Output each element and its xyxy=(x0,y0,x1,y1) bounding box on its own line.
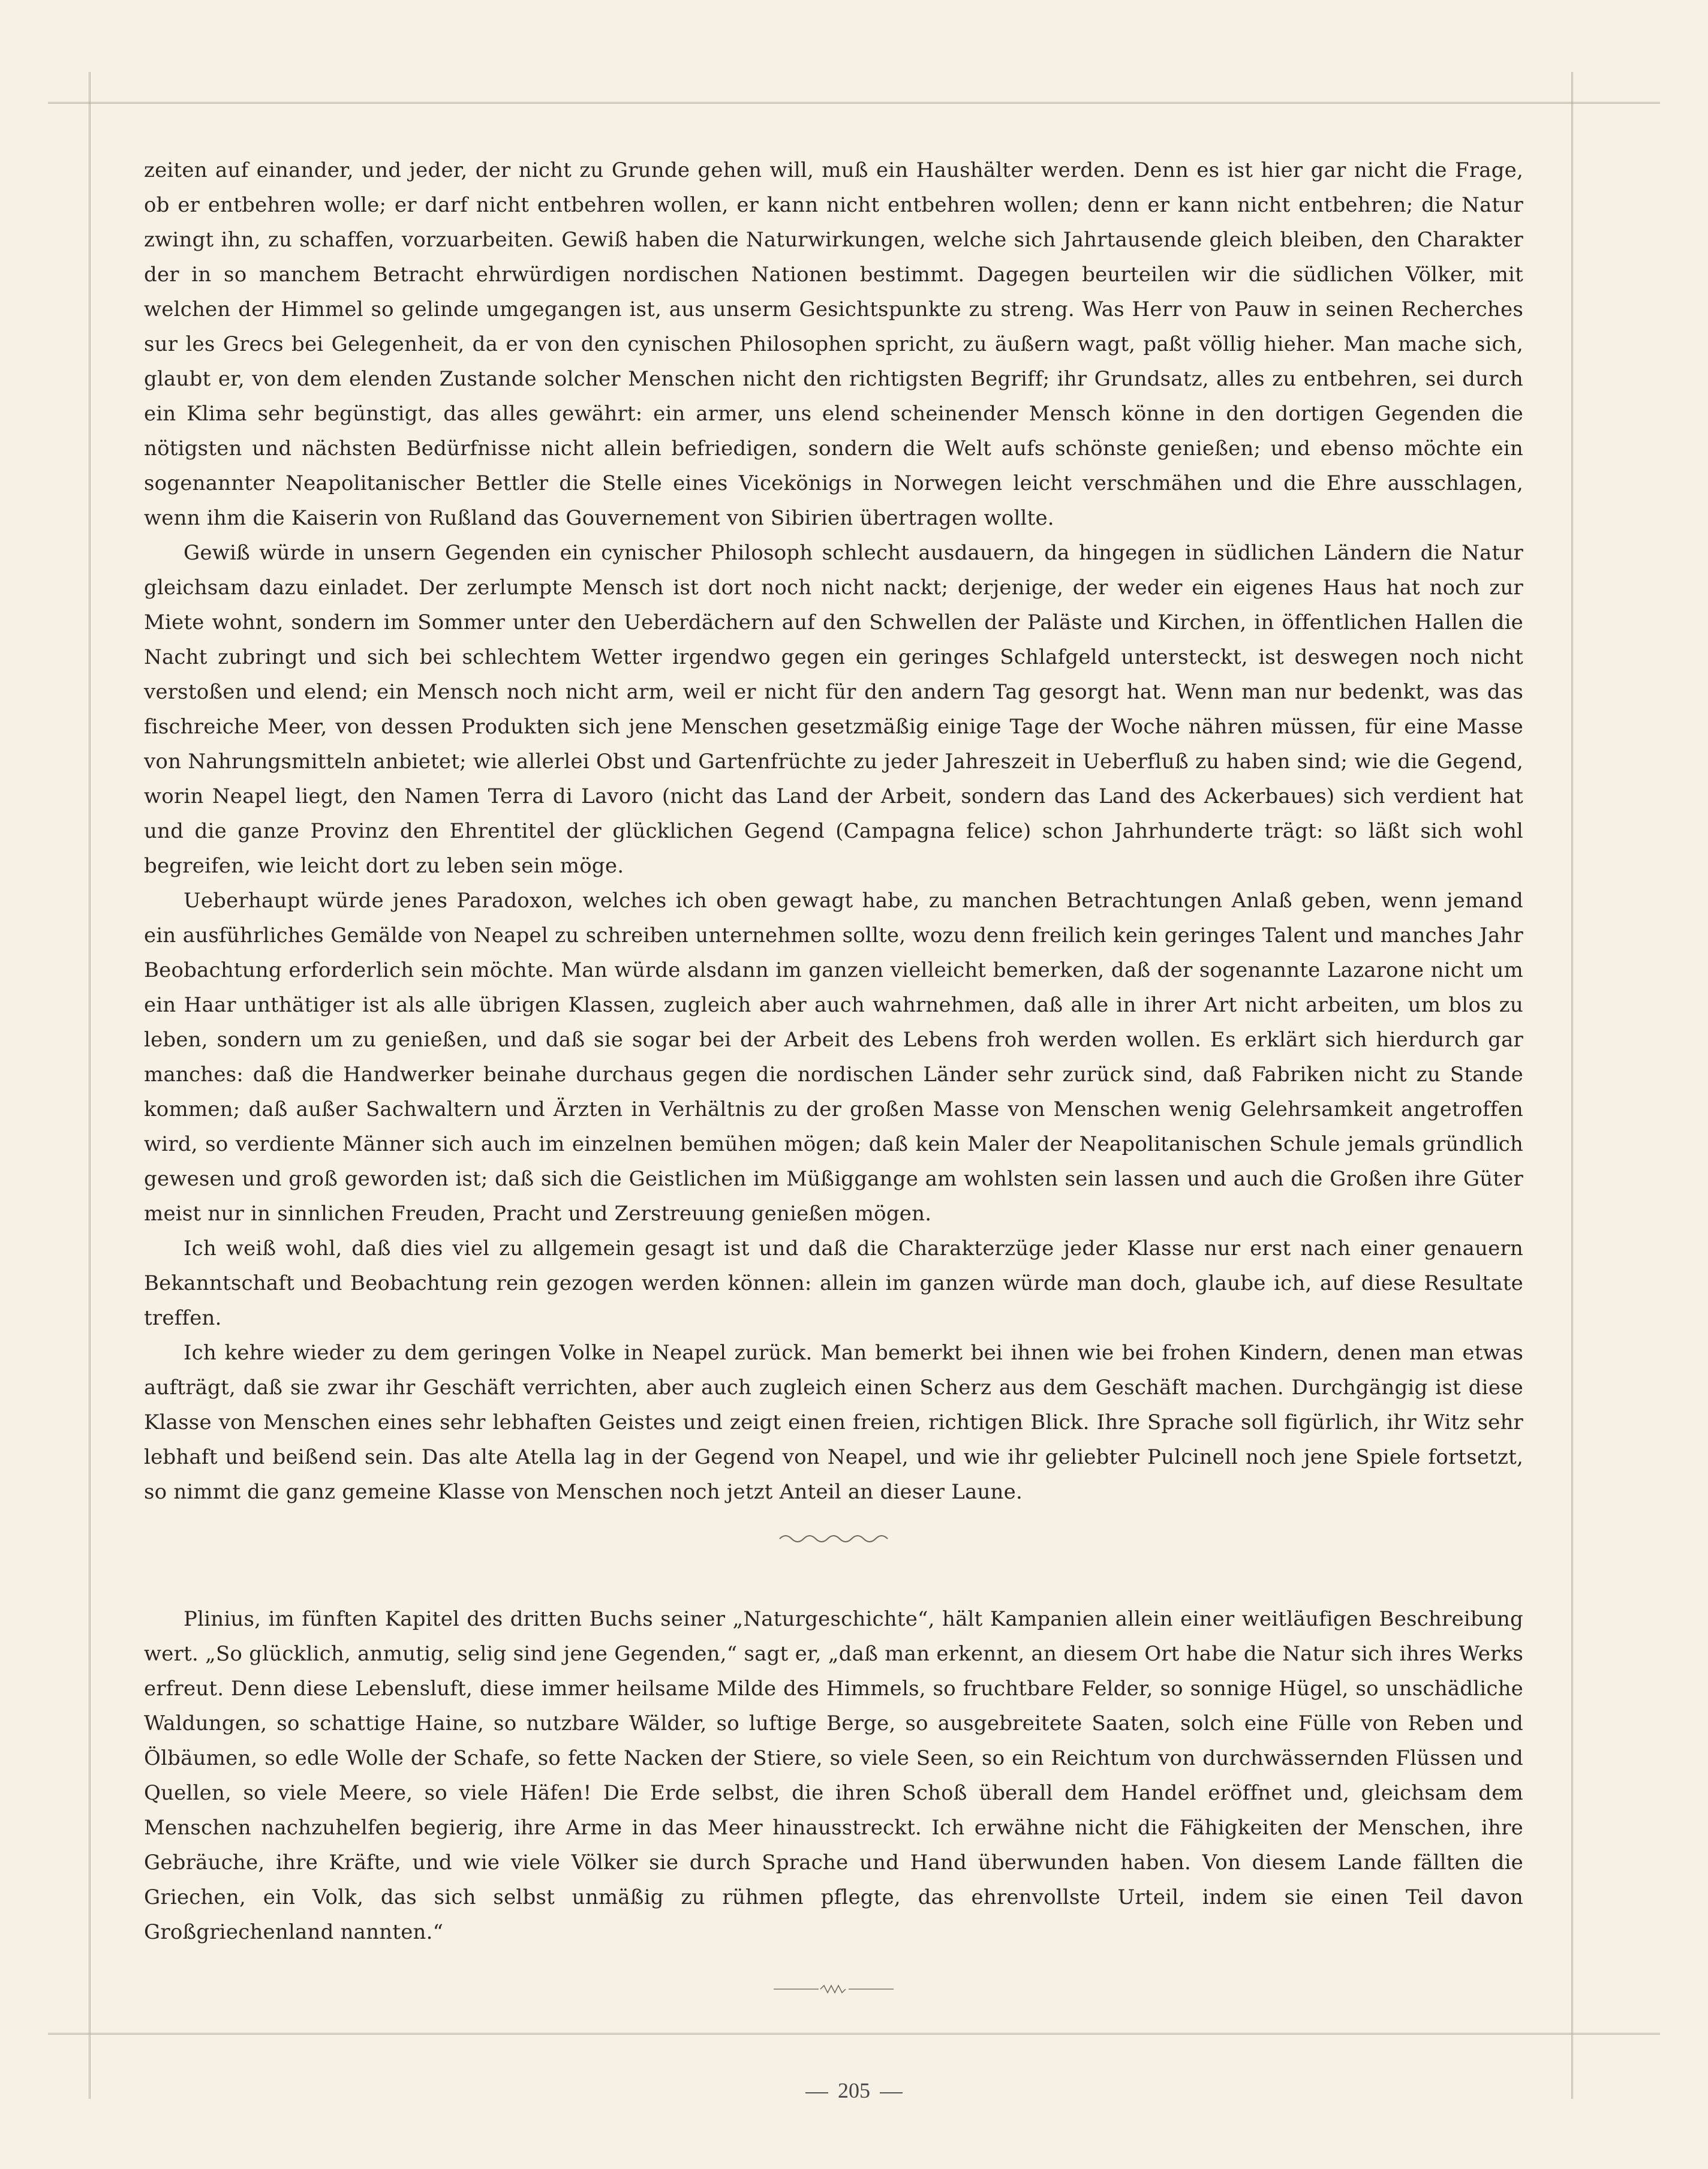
end-ornament xyxy=(144,1971,1523,2007)
page-number xyxy=(0,2078,1708,2103)
left-border-rule xyxy=(89,72,91,2099)
paragraph-5: Ich kehre wieder zu dem geringen Volke in Neapel zurück. Man bemerkt bei ihnen wie bei frohen Kindern, denen man etwas aufträgt, daß sie zwar ihr Geschäft verrichten, aber auch zugleich einen Scherz aus dem Geschäft machen. Durchgängig ist diese Klasse von Menschen eines sehr lebhaften Geistes und zeigt einen freien, richtigen Blick. Ihre Sprache soll figürlich, ihr Witz sehr lebhaft und beißend sein. Das alte Atella lag in der Gegend von Neapel, und wie ihr geliebter Pulcinell noch jene Spiele fortsetzt, so nimmt die ganz gemeine Klasse von Menschen noch jetzt Anteil an dieser Laune. xyxy=(144,1341,1523,1504)
end-flourish-icon xyxy=(774,1983,894,1995)
page-number-value: 205 xyxy=(838,2078,870,2102)
pliny-paragraph: Plinius, im fünften Kapitel des dritten Buchs seiner „Naturgeschichte“, hält Kampanien allein einer weitläufigen Beschreibung wert. „So glücklich, anmutig, selig sind jene Gegenden,“ sagt er, „daß man erkennt, an diesem Ort habe die Natur sich ihres Werks erfreut. Denn diese Lebensluft, diese immer heilsame Milde des Himmels, so fruchtbare Felder, so sonnige Hügel, so unschädliche Waldungen, so schattige Haine, so nutzbare Wälder, so luftige Berge, so ausgebreitete Saaten, solch eine Fülle von Reben und Ölbäumen, so edle Wolle der Schafe, so fette Nacken der Stiere, so viele Seen, so ein Reichtum von durchwässernden Flüssen und Quellen, so viele Meere, so viele Häfen! Die Erde selbst, die ihren Schoß überall dem Handel eröffnet und, gleichsam dem Menschen nachzuhelfen begierig, ihre Arme in das Meer hinausstreckt. Ich erwähne nicht die Fähigkeiten der Menschen, ihre Gebräuche, ihre Kräfte, und wie viele Völker sie durch Sprache und Hand überwunden haben. Von diesem Lande fällten die Griechen, ein Volk, das sich selbst unmäßig zu rühmen pflegte, das ehrenvollste Urteil, indem sie einen Teil davon Großgriechenland nannten.“ xyxy=(144,1607,1523,1944)
section-divider-ornament xyxy=(144,1524,1523,1566)
wave-ornament-icon xyxy=(777,1530,891,1548)
page-body xyxy=(144,153,1523,2007)
paragraph-3: Ueberhaupt würde jenes Paradoxon, welches ich oben gewagt habe, zu manchen Betrachtungen Anlaß geben, wenn jemand ein ausführliches Gemälde von Neapel zu schreiben unternehmen sollte, wozu denn freilich kein geringes Talent und manches Jahr Beobachtung erforderlich sein möchte. Man würde alsdann im ganzen vielleicht bemerken, daß der sogenannte Lazarone nicht um ein Haar unthätiger ist als alle übrigen Klassen, zugleich aber auch wahrnehmen, daß alle in ihrer Art nicht arbeiten, um blos zu leben, sondern um zu genießen, und daß sie sogar bei der Arbeit des Lebens froh werden wollen. Es erklärt sich hierdurch gar manches: daß die Handwerker beinahe durchaus gegen die nordischen Länder sehr zurück sind, daß Fabriken nicht zu Stande kommen; daß außer Sachwaltern und Ärzten in Verhältnis zu der großen Masse von Menschen wenig Gelehrsamkeit angetroffen wird, so verdiente Männer sich auch im einzelnen bemühen mögen; daß kein Maler der Neapolitanischen Schule jemals gründlich gewesen und groß geworden ist; daß sich die Geistlichen im Müßiggange am wohlsten sein lassen und auch die Großen ihre Güter meist nur in sinnlichen Freuden, Pracht und Zerstreuung genießen mögen. xyxy=(144,889,1523,1226)
paragraph-2: Gewiß würde in unsern Gegenden ein cynischer Philosoph schlecht ausdauern, da hingegen in südlichen Ländern die Natur gleichsam dazu einladet. Der zerlumpte Mensch ist dort noch nicht nackt; derjenige, der weder ein eigenes Haus hat noch zur Miete wohnt, sondern im Sommer unter den Ueberdächern auf den Schwellen der Paläste und Kirchen, in öffentlichen Hallen die Nacht zubringt und sich bei schlechtem Wetter irgendwo gegen ein geringes Schlafgeld untersteckt, ist deswegen noch nicht verstoßen und elend; ein Mensch noch nicht arm, weil er nicht für den andern Tag gesorgt hat. Wenn man nur bedenkt, was das fischreiche Meer, von dessen Produkten sich jene Menschen gesetzmäßig einige Tage der Woche nähren müssen, für eine Masse von Nahrungsmitteln anbietet; wie allerlei Obst und Gartenfrüchte zu jeder Jahreszeit in Ueberfluß zu haben sind; wie die Gegend, worin Neapel liegt, den Namen Terra di Lavoro (nicht das Land der Arbeit, sondern das Land des Ackerbaues) sich verdient hat und die ganze Provinz den Ehrentitel der glücklichen Gegend (Campagna felice) schon Jahrhunderte trägt: so läßt sich wohl begreifen, wie leicht dort zu leben sein möge. xyxy=(144,541,1523,878)
paragraph-1: zeiten auf einander, und jeder, der nicht zu Grunde gehen will, muß ein Haushälter werden. Denn es ist hier gar nicht die Frage, ob er entbehren wolle; er darf nicht entbehren wollen, er kann nicht entbehren wollen; denn er kann nicht entbehren; die Natur zwingt ihn, zu schaffen, vorzuarbeiten. Gewiß haben die Naturwirkungen, welche sich Jahrtausende gleich bleiben, den Charakter der in so manchem Betracht ehrwürdigen nordischen Nationen bestimmt. Dagegen beurteilen wir die südlichen Völker, mit welchen der Himmel so gelinde umgegangen ist, aus unserm Gesichtspunkte zu streng. Was Herr von Pauw in seinen Recherches sur les Grecs bei Gelegenheit, da er von den cynischen Philosophen spricht, zu äußern wagt, paßt völlig hieher. Man mache sich, glaubt er, von dem elenden Zustande solcher Menschen nicht den richtigsten Begriff; ihr Grundsatz, alles zu entbehren, sei durch ein Klima sehr begünstigt, das alles gewährt: ein armer, uns elend scheinender Mensch könne in den dortigen Gegenden die nötigsten und nächsten Bedürfnisse nicht allein befriedigen, sondern die Welt aufs schönste genießen; und ebenso möchte ein sogenannter Neapolitanischer Bettler die Stelle eines Vicekönigs in Norwegen leicht verschmähen und die Ehre ausschlagen, wenn ihm die Kaiserin von Rußland das Gouvernement von Sibirien übertragen wollte. xyxy=(144,158,1523,530)
right-border-rule xyxy=(1571,72,1573,2099)
paragraph-4: Ich weiß wohl, daß dies viel zu allgemein gesagt ist und daß die Charakterzüge jeder Klasse nur erst nach einer genauern Bekanntschaft und Beobachtung rein gezogen werden können: allein im ganzen würde man doch, glaube ich, auf diese Resultate treffen. xyxy=(144,1237,1523,1330)
top-border-rule xyxy=(48,102,1660,104)
page-number-dash-right xyxy=(880,2092,903,2093)
page-number-dash-left xyxy=(805,2092,828,2093)
bottom-border-rule xyxy=(48,2033,1660,2035)
